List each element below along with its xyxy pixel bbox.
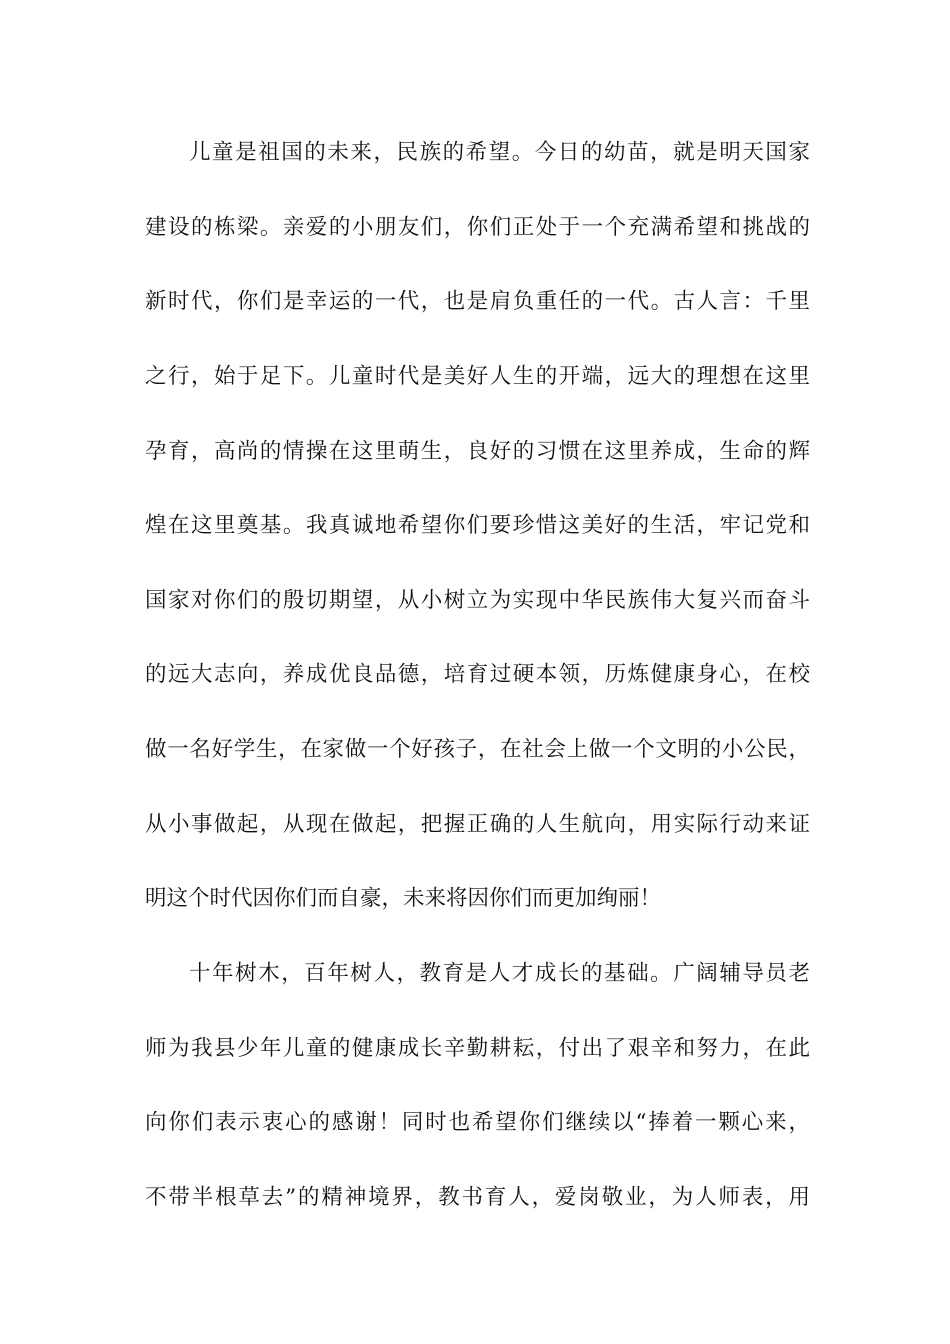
paragraph-2-line-1: 十年树木，百年树人，教育是人才成长的基础。广阔辅导员老 (189, 961, 810, 986)
paragraph-1-line-9: 做一名好学生，在家做一个好孩子，在社会上做一个文明的小公民， (145, 737, 810, 762)
paragraph-1-line-4: 之行，始于足下。儿童时代是美好人生的开端，远大的理想在这里 (145, 364, 810, 389)
paragraph-1-line-10: 从小事做起，从现在做起，把握正确的人生航向，用实际行动来证 (145, 812, 810, 837)
paragraph-1-line-2: 建设的栋梁。亲爱的小朋友们，你们正处于一个充满希望和挑战的 (145, 215, 810, 240)
paragraph-1-line-1: 儿童是祖国的未来，民族的希望。今日的幼苗，就是明天国家 (189, 140, 810, 165)
paragraph-1-line-7: 国家对你们的殷切期望，从小树立为实现中华民族伟大复兴而奋斗 (145, 588, 810, 613)
paragraph-1-line-6: 煌在这里奠基。我真诚地希望你们要珍惜这美好的生活，牢记党和 (145, 513, 810, 538)
paragraph-1-line-3: 新时代，你们是幸运的一代，也是肩负重任的一代。古人言：千里 (145, 289, 810, 314)
paragraph-1-line-5: 孕育，高尚的情操在这里萌生，良好的习惯在这里养成，生命的辉 (145, 439, 810, 464)
paragraph-1-line-8: 的远大志向，养成优良品德，培育过硬本领，历炼健康身心，在校 (145, 662, 810, 687)
paragraph-2-line-2: 师为我县少年儿童的健康成长辛勤耕耘，付出了艰辛和努力，在此 (145, 1036, 810, 1061)
paragraph-2-line-3: 向你们表示衷心的感谢！同时也希望你们继续以“捧着一颗心来， (145, 1110, 810, 1135)
paragraph-1-line-11: 明这个时代因你们而自豪，未来将因你们而更加绚丽！ (145, 886, 662, 911)
paragraph-2-line-4: 不带半根草去”的精神境界，教书育人，爱岗敬业，为人师表，用 (145, 1185, 810, 1210)
